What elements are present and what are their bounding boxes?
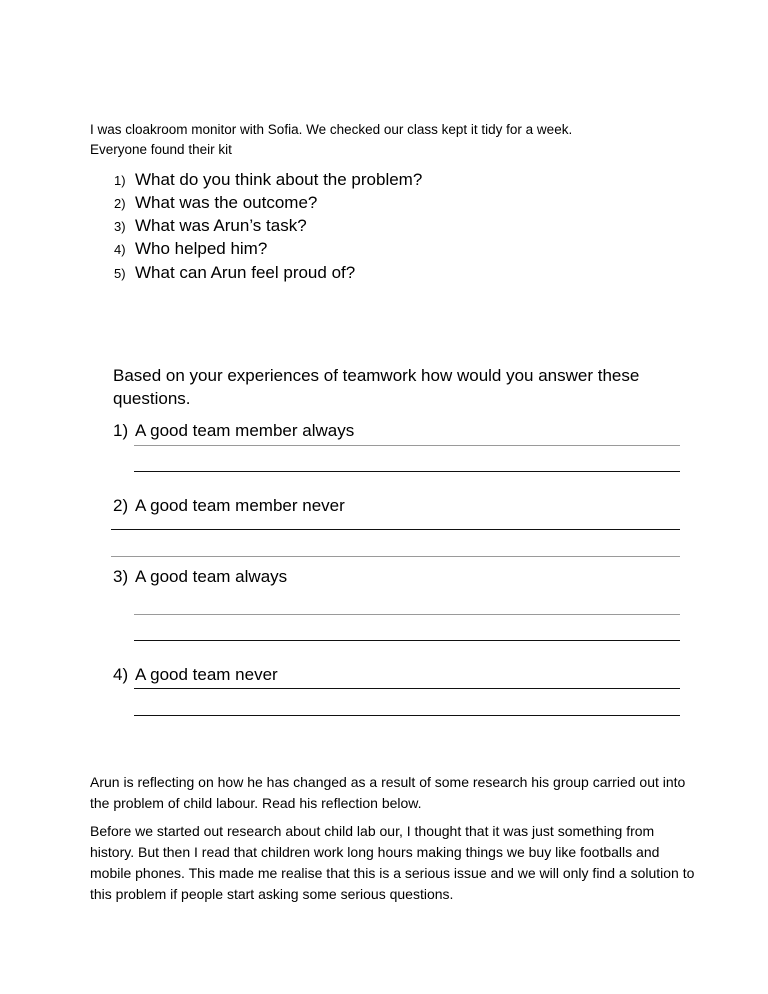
answer-line[interactable] [134, 688, 680, 689]
intro-line-2: Everyone found their kit [90, 142, 232, 157]
item-number: 1) [113, 421, 129, 440]
question-item [114, 239, 267, 262]
answer-line[interactable] [111, 556, 680, 557]
intro-text [90, 120, 690, 160]
reflection-body: Before we started out research about child lab our, I thought that it was just something from history. But then I read that children work long hours making things we buy like footballs and mobile phones. This made me realise that this is a serious issue and we will only find a solution to this problem if people start asking some serious questions. [90, 823, 695, 902]
answer-line[interactable] [111, 529, 680, 530]
question-text: What was the outcome? [135, 193, 318, 212]
item-number: 4) [113, 665, 129, 684]
question-number: 2) [114, 196, 126, 211]
item-text: A good team member always [135, 421, 355, 440]
teamwork-prompt: Based on your experiences of teamwork how would you answer these questions. [113, 366, 640, 408]
question-item [114, 193, 317, 216]
answer-line[interactable] [134, 614, 680, 615]
answer-line[interactable] [134, 471, 680, 472]
teamwork-item-4 [113, 665, 278, 685]
item-text: A good team member never [135, 496, 345, 515]
reflection-intro: Arun is reflecting on how he has changed as a result of some research his group carried out into the problem of child labour. Read his reflection below. [90, 774, 686, 811]
question-item [114, 170, 422, 193]
question-number: 1) [114, 173, 126, 188]
question-text: What do you think about the problem? [135, 170, 423, 189]
answer-line[interactable] [134, 445, 680, 446]
item-number: 3) [113, 567, 129, 586]
question-number: 5) [114, 266, 126, 281]
item-text: A good team always [135, 567, 288, 586]
intro-line-1: I was cloakroom monitor with Sofia. We checked our class kept it tidy for a week. [90, 122, 573, 137]
teamwork-item-3 [113, 567, 287, 587]
teamwork-item-1 [113, 421, 354, 441]
question-text: Who helped him? [135, 239, 268, 258]
item-number: 2) [113, 496, 129, 515]
question-number: 3) [114, 219, 126, 234]
question-text: What can Arun feel proud of? [135, 263, 356, 282]
answer-line[interactable] [134, 640, 680, 641]
teamwork-item-2 [113, 496, 345, 516]
answer-line[interactable] [134, 715, 680, 716]
item-text: A good team never [135, 665, 278, 684]
question-text: What was Arun’s task? [135, 216, 307, 235]
question-number: 4) [114, 242, 126, 257]
question-item [114, 263, 355, 286]
question-item [114, 216, 307, 239]
